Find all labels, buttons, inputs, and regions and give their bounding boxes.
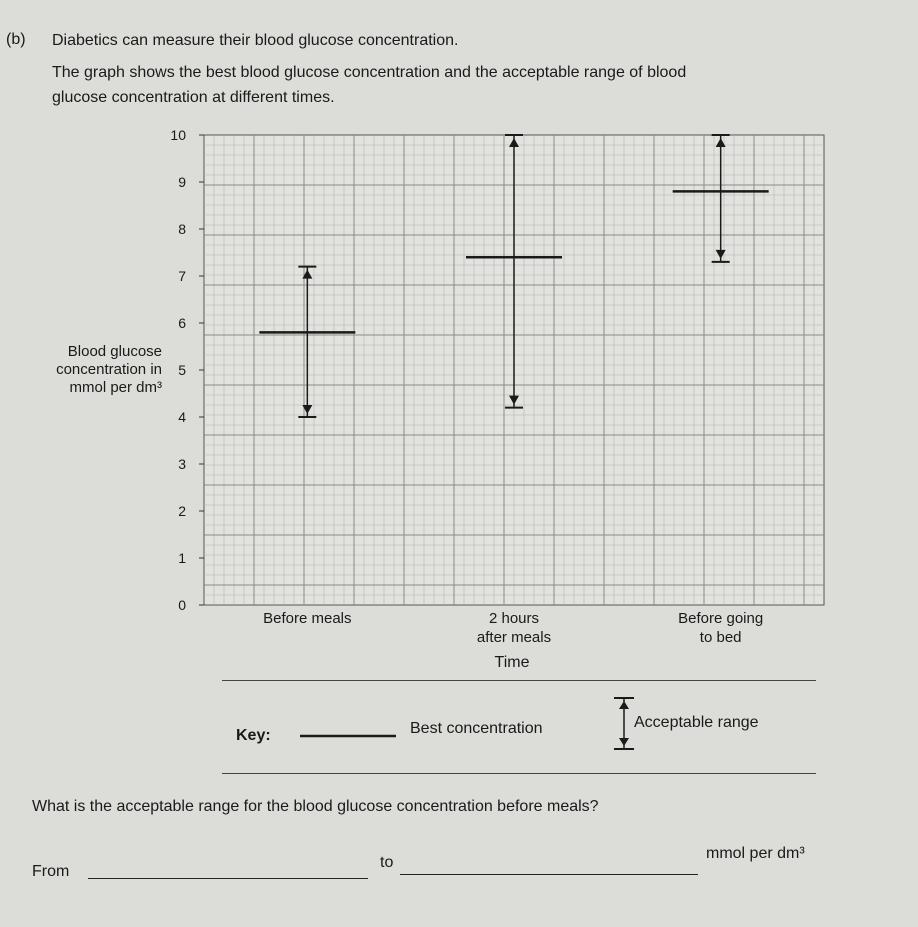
description-line-1: The graph shows the best blood glucose concentration and the acceptable range of blood xyxy=(52,64,687,81)
y-tick-label: 6 xyxy=(178,315,186,331)
y-tick-labels xyxy=(170,127,204,613)
unit-label: mmol per dm³ xyxy=(706,845,805,862)
x-category-label: 2 hours xyxy=(488,610,540,627)
x-category-label: to bed xyxy=(699,629,742,646)
x-category-label: Before going xyxy=(678,610,764,627)
x-category-label: after meals xyxy=(476,629,552,646)
y-tick-label: 5 xyxy=(178,362,186,378)
x-axis-label: Time xyxy=(494,654,530,671)
to-label: to xyxy=(380,854,394,871)
y-tick-label: 4 xyxy=(178,409,186,425)
y-axis-label-line: concentration in xyxy=(56,361,162,378)
intro-text: Diabetics can measure their blood glucose concentration. xyxy=(52,32,459,49)
x-tick-labels xyxy=(263,610,763,646)
y-tick-label: 8 xyxy=(178,221,186,237)
key-best-label: Best concentration xyxy=(410,720,543,737)
y-tick-label: 3 xyxy=(178,456,186,472)
y-tick-label: 9 xyxy=(178,174,186,190)
from-label: From xyxy=(32,863,70,880)
y-tick-label: 0 xyxy=(178,597,186,613)
key-range-label: Acceptable range xyxy=(634,714,759,731)
question-text: What is the acceptable range for the blood glucose concentration before meals? xyxy=(32,798,599,815)
y-axis-label-line: mmol per dm³ xyxy=(69,379,162,396)
description-line-2: glucose concentration at different times. xyxy=(52,89,335,106)
x-category-label: Before meals xyxy=(263,610,352,627)
y-axis-label-line: Blood glucose xyxy=(67,343,162,360)
part-label: (b) xyxy=(6,31,26,48)
key-title: Key: xyxy=(236,727,271,744)
from-answer-blank[interactable] xyxy=(88,878,368,879)
key-box xyxy=(222,680,816,774)
key-best-line xyxy=(298,733,398,739)
y-axis-label xyxy=(56,343,162,396)
y-tick-label: 10 xyxy=(170,127,186,143)
y-tick-label: 7 xyxy=(178,268,186,284)
y-tick-label: 2 xyxy=(178,503,186,519)
to-answer-blank[interactable] xyxy=(400,874,698,875)
y-tick-label: 1 xyxy=(178,550,186,566)
